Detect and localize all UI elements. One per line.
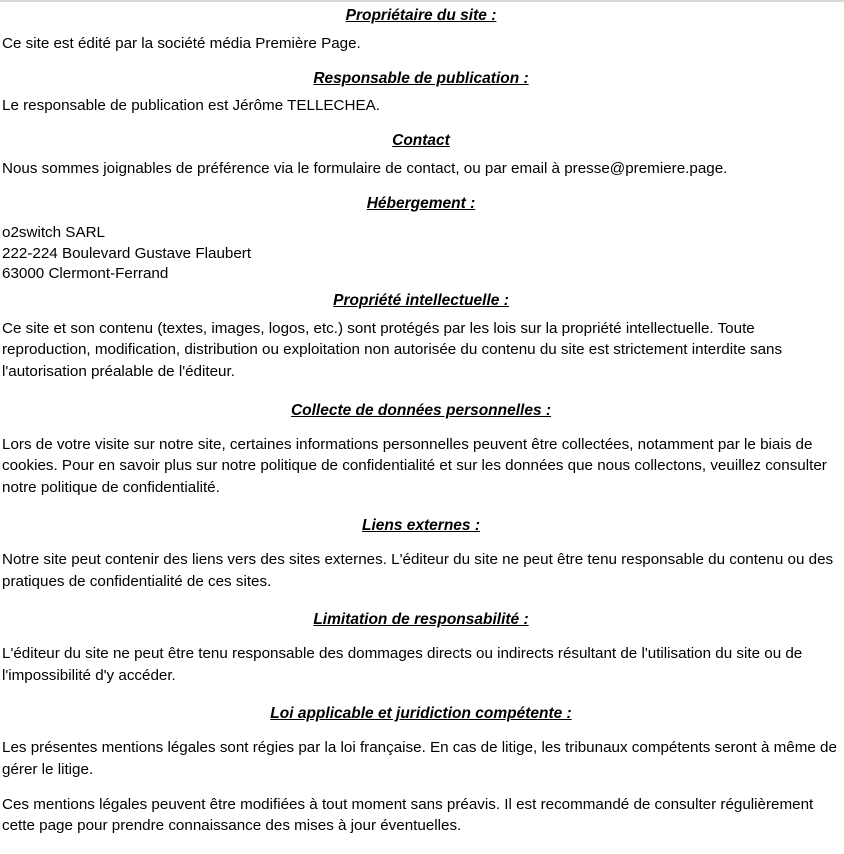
section-paragraph-external-links: Notre site peut contenir des liens vers des sites externes. L'éditeur du site ne peut être tenu responsable du contenu ou des pratiques de confidentialité de ces sites. <box>2 551 834 590</box>
section-heading-external-links: Liens externes : <box>361 517 481 535</box>
section-heading-contact: Contact <box>392 132 450 149</box>
spacer <box>2 502 840 512</box>
section-heading-liability-limitation: Limitation de responsabilité : <box>313 611 529 629</box>
section-paragraph-liability-limitation: L'éditeur du site ne peut être tenu responsable des dommages directs ou indirects résultant de l'utilisation du site ou de l'impossibilité d'y accéder. <box>2 645 803 684</box>
hosting-address-line: 63000 Clermont-Ferrand <box>2 265 169 283</box>
section-heading-applicable-law: Loi applicable et juridiction compétente : <box>270 705 572 723</box>
section-heading-intellectual-property: Propriété intellectuelle : <box>333 291 509 309</box>
section-paragraph-updates: Ces mentions légales peuvent être modifiées à tout moment sans préavis. Il est recommandé de consulter régulièrement cette page pour prendre connaissance des mises à jour éventuelles. <box>2 795 814 835</box>
section-paragraph-personal-data: Lors de votre visite sur notre site, certaines informations personnelles peuvent être collectées, notamment par le biais de cookies. Pour en savoir plus sur notre politique de confidentialité et sur les données que nous collectons, veuillez consulter notre politique de confidentialité. <box>2 435 827 496</box>
spacer <box>2 690 840 700</box>
section-heading-personal-data: Collecte de données personnelles : <box>290 401 552 419</box>
section-paragraph-applicable-law: Les présentes mentions légales sont régies par la loi française. En cas de litige, les tribunaux compétents seront à même de gérer le litige. <box>2 739 837 778</box>
spacer <box>2 387 840 397</box>
hosting-address-block <box>2 217 840 287</box>
spacer <box>2 596 840 606</box>
section-paragraph-intellectual-property: Ce site et son contenu (textes, images, logos, etc.) sont protégés par les lois sur la propriété intellectuelle. Toute reproduction, modification, distribution ou exploitation non autorisée du contenu du site est strictement interdite sans l'autorisation préalable de l'éditeur. <box>2 319 783 381</box>
legal-notice-document <box>0 2 844 841</box>
section-paragraph-publication-manager: Le responsable de publication est Jérôme TELLECHEA. <box>2 97 380 115</box>
section-paragraph-contact: Nous sommes joignables de préférence via le formulaire de contact, ou par email à presse@premiere.page. <box>2 159 728 177</box>
hosting-address-line: o2switch SARL <box>2 224 105 242</box>
section-heading-publication-manager: Responsable de publication : <box>313 69 529 87</box>
hosting-address-line: 222-224 Boulevard Gustave Flaubert <box>2 244 252 262</box>
section-paragraph-owner: Ce site est édité par la société média Première Page. <box>2 34 361 52</box>
section-heading-hosting: Hébergement : <box>366 194 476 212</box>
section-heading-owner: Propriétaire du site : <box>345 7 497 24</box>
